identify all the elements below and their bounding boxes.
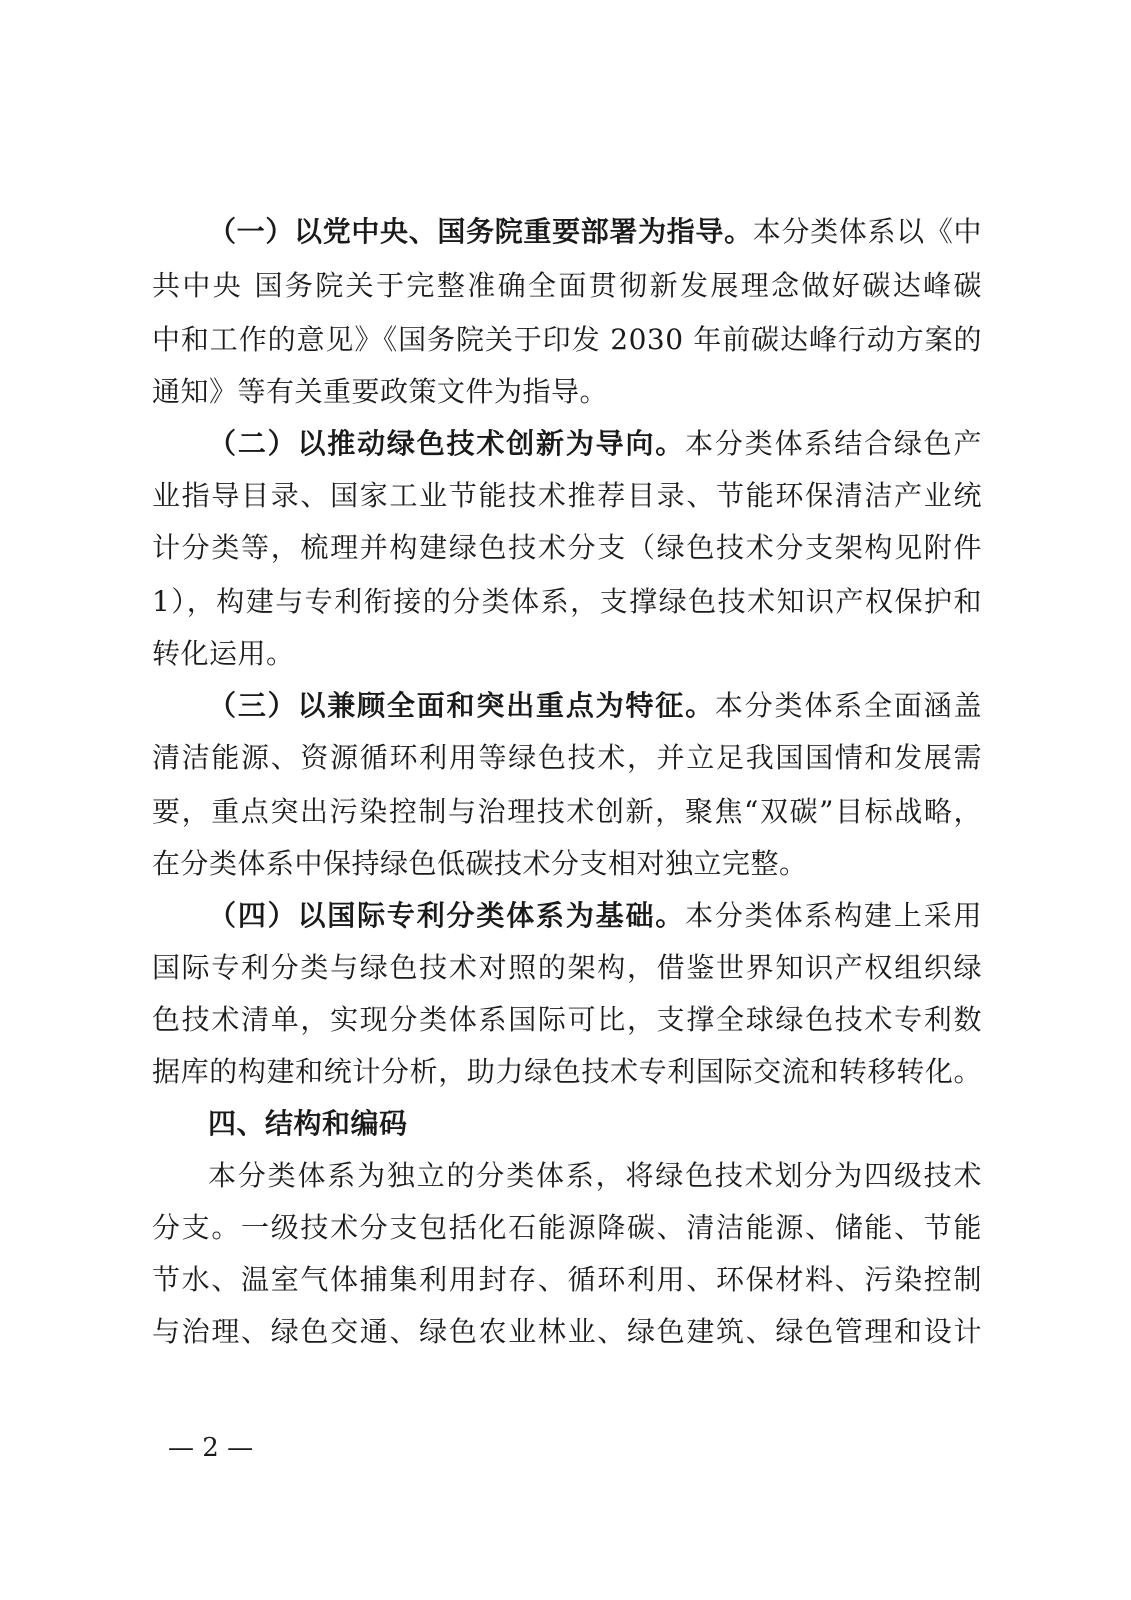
paragraph-2-line-4: 1），构建与专利衔接的分类体系，支撑绿色技术知识产权保护和 [152, 585, 982, 618]
paragraph-3-text: 本分类体系全面涵盖 [714, 689, 982, 722]
paragraph-2-line-1 [208, 424, 982, 464]
paragraph-3-heading: （三）以兼顾全面和突出重点为特征。 [208, 689, 715, 722]
paragraph-5-line-4: 与治理、绿色交通、绿色农业林业、绿色建筑、绿色管理和设计 [152, 1315, 982, 1348]
paragraph-3-line-1 [208, 686, 982, 726]
paragraph-5-line-3: 节水、温室气体捕集利用封存、循环利用、环保材料、污染控制 [152, 1263, 982, 1296]
paragraph-4-line-3: 色技术清单，实现分类体系国际可比，支撑全球绿色技术专利数 [152, 1003, 982, 1036]
paragraph-2-line-2: 业指导目录、国家工业节能技术推荐目录、节能环保清洁产业统 [152, 479, 982, 512]
paragraph-1-text: 本分类体系以《中 [752, 215, 982, 248]
paragraph-1-line-3: 中和工作的意见》《国务院关于印发 2030 年前碳达峰行动方案的 [152, 323, 982, 356]
paragraph-2-heading: （二）以推动绿色技术创新为导向。 [208, 427, 686, 460]
page-number: — 2 — [168, 1433, 254, 1463]
paragraph-3-line-3: 要，重点突出污染控制与治理技术创新，聚焦“双碳”目标战略， [152, 795, 982, 828]
paragraph-1-line-2: 共中央 国务院关于完整准确全面贯彻新发展理念做好碳达峰碳 [152, 269, 982, 302]
paragraph-5-line-2: 分支。一级技术分支包括化石能源降碳、清洁能源、储能、节能 [152, 1211, 982, 1244]
paragraph-4-heading: （四）以国际专利分类体系为基础。 [208, 899, 686, 932]
section-4-heading: 四、结构和编码 [208, 1107, 408, 1140]
paragraph-2-line-5: 转化运用。 [152, 637, 295, 670]
paragraph-2-line-3: 计分类等，梳理并构建绿色技术分支（绿色技术分支架构见附件 [152, 531, 982, 564]
paragraph-5-line-1: 本分类体系为独立的分类体系，将绿色技术划分为四级技术 [208, 1159, 982, 1192]
paragraph-3-line-2: 清洁能源、资源循环利用等绿色技术，并立足我国国情和发展需 [152, 741, 982, 774]
paragraph-3-line-4: 在分类体系中保持绿色低碳技术分支相对独立完整。 [152, 847, 808, 880]
paragraph-4-text: 本分类体系构建上采用 [685, 899, 982, 932]
paragraph-4-line-4: 据库的构建和统计分析，助力绿色技术专利国际交流和转移转化。 [152, 1055, 982, 1088]
paragraph-1-heading: （一）以党中央、国务院重要部署为指导。 [208, 215, 753, 248]
paragraph-4-line-1 [208, 896, 982, 936]
paragraph-2-text: 本分类体系结合绿色产 [685, 427, 982, 460]
paragraph-1-line-4: 通知》等有关重要政策文件为指导。 [152, 375, 609, 408]
paragraph-1-line-1 [208, 212, 982, 252]
paragraph-4-line-2: 国际专利分类与绿色技术对照的架构，借鉴世界知识产权组织绿 [152, 951, 982, 984]
